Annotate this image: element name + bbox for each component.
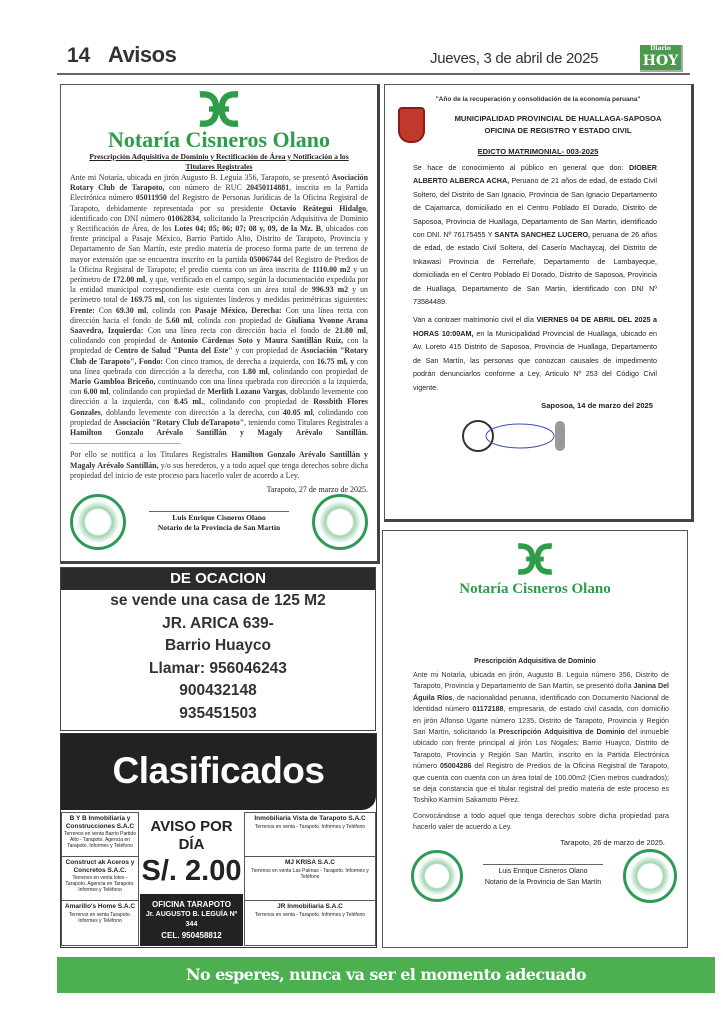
page-number: 14 (67, 44, 91, 67)
classifieds-right-column (244, 812, 376, 946)
logo-top-text: Diario (650, 45, 671, 52)
text: , doblando levemente con dirección a la izquierda, con (70, 387, 368, 407)
entry-name: B Y B Inmobiliaria y Construcciones S.A.C (65, 815, 135, 830)
notice-body (70, 173, 368, 483)
sale-ad-line: JR. ARICA 639- (162, 614, 274, 632)
bold-text: 20450114881 (246, 183, 290, 193)
text: del Registro de Predios de la Oficina Registral de Tarapoto; el predio cuenta con un área inscrita de (70, 254, 368, 274)
municipal-crest-icon (398, 107, 425, 143)
text: del Registro de Predios de la Oficina Registral de Tarapoto, que cuenta con cuenta con un área total de 100.00m2 (Cien metros cuadrados); se deja constancia que el titular registral del predio materia de este proceso es Toshiko Karmim Sakamoto Pérez. (413, 762, 669, 805)
ad-per-day-label: AVISO POR DÍA (150, 818, 233, 853)
bold-text: Octavio Reátegui Hidalgo (269, 203, 367, 213)
bold-text: Mario Gambloa Briceño, (70, 377, 156, 387)
classified-entry (62, 857, 138, 901)
text: Peruano de 21 años de edad, de estado Civil Soltero, del Distrito de San Ignacio, Provincia de San Ignacio Departamento de Cajamarca, domiciliado en el Centro Poblado El Dorado, Distrito de Saposoa, Provincia de Huallaga, Departamento de San Martin, identificado con DNI. Nº 76175455 Y (413, 176, 657, 240)
sale-ad-heading: DE OCACION (61, 568, 375, 590)
paragraph (70, 173, 368, 448)
anniversary-seal-icon (70, 494, 126, 550)
notary-logo-icon (515, 541, 555, 577)
text: Con (94, 305, 116, 315)
notary-notice-rotary (60, 84, 380, 564)
entry-name: MJ KRISA S.A.C (285, 859, 335, 866)
text: del inmueble ubicado con frente principal al jirón Los Nogales; Barrio Huayco, Distrito de Tarapoto, Provincia y Región San Martín, inscrito en la Partida Electrónica número (413, 728, 669, 771)
notary-seal-icon (623, 849, 677, 903)
bold-text: 172.00 ml (112, 275, 146, 285)
signer-name: Luis Enrique Cisneros Olano (172, 513, 266, 523)
notary-notice-aguila (382, 530, 688, 948)
text: Van a contraer matrimonio civil el día (413, 315, 537, 325)
signature-row (70, 494, 368, 550)
bold-text: 01062834 (167, 213, 200, 223)
signature-row (383, 847, 687, 903)
bold-text: Frente: (70, 305, 95, 315)
entry-name: Amarillo's Home S.A.C (64, 903, 136, 910)
bold-text: 69.30 ml (115, 305, 147, 315)
text: , colindando con propiedad de (70, 407, 368, 427)
footer-slogan-banner (57, 957, 715, 993)
classified-entry (62, 813, 138, 857)
sale-ad-line: se vende una casa de 125 M2 (110, 592, 326, 609)
bold-text: Centro de Salud "Punta del Este" (114, 346, 233, 356)
bold-text: Merlith Lozano Vargas (207, 387, 286, 397)
signer-title: Notario de la Provincia de San Martín (484, 878, 602, 886)
section-title: Avisos (108, 42, 177, 67)
entry-text: Terrenos en venta lotes - Tarapoto. Agencia en Tarapoto. Informes y Teléfono (65, 875, 135, 893)
paragraph (413, 313, 657, 393)
entry-name: Inmobiliaria Vista de Tarapoto S.A.C (254, 815, 366, 822)
bold-text: 6.00 ml (83, 387, 109, 397)
entry-text: Terrenos en venta Tarapoto. Informes y Teléfono (68, 911, 132, 924)
edict-body (413, 161, 657, 399)
sale-ad-phone: 900432148 (179, 682, 257, 700)
anniversary-seal-icon (411, 850, 463, 902)
entry-name: Construct ak Aceros y Concretos S.A.C. (65, 859, 135, 874)
notary-seal-icon (312, 494, 368, 550)
text: y un perímetro total de (70, 285, 369, 305)
signature-block (483, 864, 603, 888)
bold-text: 01172188 (472, 705, 504, 714)
office-address: Jr. AUGUSTO B. LEGUÍA Nº 344 (145, 911, 238, 928)
sale-ad (60, 567, 376, 731)
text: , empresaria, de estado civil casada, con domicilio en jirón Alfonso Ugarte número 1235, Distrito de Tarapoto, Provincia y Región San Martín, solicitando la (413, 705, 669, 737)
marriage-edict (384, 84, 694, 522)
entry-text: Terrenos en venta Las Palmas - Tarapoto. Informes y Teléfono (251, 867, 369, 880)
bold-text: 16.75 ml, y (316, 356, 355, 366)
text: y un perímetro de (70, 264, 368, 285)
ad-pricing (140, 812, 243, 946)
bold-text: 05011950 (135, 193, 167, 203)
bold-text: 996.93 m2 (311, 285, 349, 295)
text: , solicitando la Prescripción Adquisitiva de Dominio y Rectificación de Área, de los (70, 213, 368, 234)
paragraph (413, 161, 657, 308)
signer-title: Notario de la Provincia de San Martín (157, 523, 281, 533)
text: , con los siguientes linderos y medidas perimétricas siguientes: (163, 295, 368, 305)
text: —————————————— (70, 438, 181, 448)
bold-text: Hamilton Gonzalo Arévalo Santillán y Magaly Arévalo Santillán. (70, 428, 368, 438)
classified-entry (245, 901, 375, 945)
text: , colinda con propiedad de (191, 315, 286, 325)
bold-text: Asociación Rotary Club de Tarapoto, (70, 173, 368, 193)
sale-ad-phone: 935451503 (179, 704, 257, 722)
paragraph (70, 450, 368, 481)
text: Convocándose a todo aquel que tenga derechos sobre dicha propiedad para hacerlo valer de acuerdo a Ley. (413, 811, 669, 832)
sale-ad-phone: Llamar: 956046243 (149, 659, 287, 677)
entry-text: Terrenos en venta - Tarapoto. Informes y Teléfono (254, 911, 366, 918)
bold-text: 05006744 (249, 254, 281, 264)
year-motto: "Año de la recuperación y consolidación de la economía peruana" (435, 96, 641, 103)
signer-name: Luis Enrique Cisneros Olano (498, 867, 588, 875)
classified-entry (245, 813, 375, 857)
text: , colindando con propiedad de (203, 397, 314, 407)
bold-text: Pasaje México, Derecha: (194, 305, 282, 315)
text: , teniendo como Titulares Registrales a (244, 417, 368, 427)
text: , inscrita en la Partida Electrónica número (70, 183, 368, 203)
bold-text: Rossbith Flores Gonzales (70, 397, 368, 417)
text: Se hace de conocimiento al público en general que don: (413, 163, 630, 172)
entry-text: Terrenos en venta - Tarapoto. Informes y Teléfono (254, 823, 366, 830)
footer-slogan: No esperes, nunca va ser el momento adecuado (186, 965, 586, 984)
bold-text: 169.75 ml (130, 295, 164, 305)
bold-text: Asociación "Rotary Club de Tarapoto", Fondo: (70, 346, 368, 366)
bold-text: Giuliana Yvonne Arana Saavedra, Izquierda: (70, 315, 369, 336)
classifieds-title: Clasificados (61, 734, 376, 810)
bold-text: Asociación "Rotary Club deTarapoto" (113, 417, 245, 427)
text: , colindando con propiedad de (70, 326, 368, 346)
classified-entry (62, 901, 138, 945)
header-rule (57, 73, 690, 75)
signature-block (149, 511, 289, 533)
place-date: Saposoa, 14 de marzo del 2025 (541, 400, 653, 410)
bold-text: SANTA SANCHEZ LUCERO, (494, 230, 591, 240)
notice-body (413, 670, 669, 838)
bold-text: Prescripción Adquisitiva de Dominio (498, 728, 625, 737)
text: Con cinco tramos, de derecha a izquierda, con (163, 356, 317, 366)
bold-text: Janina Del Águila Ríos (413, 682, 669, 702)
institution-name: MUNICIPALIDAD PROVINCIAL DE HUALLAGA-SAPOSOA (454, 114, 662, 123)
sale-ad-line: Barrio Huayco (165, 637, 271, 655)
text: y/o sus herederos, y a todo aquel que tenga derechos sobre dicha propiedad del inicio de este proceso para hacerlo valer de acuerdo a Ley. (70, 460, 368, 480)
notice-title: Prescripción Adquisitiva de Dominio y Rectificación de Área y Notificación a los Titulares Registrales (89, 152, 349, 171)
text: , colinda con (146, 305, 195, 315)
ad-price: S/. 2.00 (141, 855, 242, 887)
text: con la propiedad de (70, 336, 369, 356)
entry-name: JR Inmobiliaria S.A.C (277, 903, 343, 910)
bold-text: 8.45 ml. (173, 397, 204, 407)
text: Con una línea recta con dirección hacia el fondo de (143, 326, 336, 336)
office-name: OFICINA DE REGISTRO Y ESTADO CIVIL (484, 126, 632, 135)
place-date: Tarapoto, 27 de marzo de 2025. (266, 485, 368, 495)
text: con una línea quebrada con dirección a la derecha, con (70, 356, 368, 376)
text: Ante mi Notaría, ubicada en jirón, Augusto B. Leguía número 356, Distrito de Tarapoto, Provincia y Departamento de San Martín, se presentó doña (413, 671, 669, 691)
bold-text: 05004286 (439, 762, 472, 771)
text: en la Municipalidad Provincial de Huallaga, ubicado en Av. Loreto 415 Distrito de Saposoa, Provincia de Huallaga, Departamento de San Martín, las personas que conozcan causales de impedimento podrán denunciarlos conforme a Ley, Articulo Nº 253 del Código Civil vigente. (413, 328, 657, 392)
office-phone: CEL. 950458812 (161, 931, 222, 940)
bold-text: Lotes 04; 05; 06; 07; 08 y, 09, de la Mz. B (174, 224, 321, 234)
logo-main-text: HOY (642, 53, 679, 69)
text: , colindando con propiedad de (108, 387, 208, 397)
entry-text: Terrenos en venta Barrio Partido Alto - Tarapoto. Agencia en Tarapoto. Informes y Teléfono (64, 831, 136, 849)
text: Con una línea recta con dirección hacia el fondo de (70, 305, 368, 325)
text: , colindando con propiedad de (267, 366, 369, 376)
bold-text: 21.80 ml (335, 326, 366, 336)
office-name: OFICINA TARAPOTO (152, 900, 231, 909)
place-date: Tarapoto, 26 de marzo de 2025. (560, 837, 665, 847)
edict-header (398, 107, 691, 143)
edict-title: EDICTO MATRIMONIAL- 003-2025 (477, 147, 599, 156)
text: y con propiedad de (232, 346, 301, 356)
text: continuando con una línea quebrada con dirección a la izquierda, con (70, 377, 369, 397)
classifieds-left-column (61, 812, 139, 946)
notary-brand: Notaría Cisneros Olano (107, 127, 331, 152)
text: , de nacionalidad peruana, identificado con Documento Nacional de Identidad número (413, 693, 669, 714)
paragraph (413, 670, 669, 807)
text: del Registro de Personas Jurídicas de la Oficina Registral de Tarapoto, debidamente representada por su presidente (70, 193, 368, 213)
issue-date: Jueves, 3 de abril de 2025 (430, 50, 599, 67)
text: , identificado con DNI número (70, 203, 369, 223)
bold-text: Hamilton Gonzalo Arévalo Santillán y Magaly Arévalo Santillán, (70, 450, 368, 470)
institution-heading (425, 113, 691, 137)
text: Por ello se notifica a los Titulares Registrales (70, 450, 232, 460)
office-info (140, 894, 243, 946)
notary-brand: Notaría Cisneros Olano (459, 581, 611, 597)
registrar-stamp-signature-icon (460, 416, 570, 456)
bold-text: VIERNES 04 DE ABRIL DEL 2025 a HORAS 10:00AM, (413, 315, 657, 338)
bold-text: 1110.00 m2 (312, 264, 351, 274)
bold-text: 40.05 ml (282, 407, 313, 417)
classifieds-section (60, 733, 377, 948)
bold-text: DIOBER ALBERTO ALBERCA ACHA, (413, 163, 657, 186)
text: Ante mi Notaría, ubicada en jirón Augusto B. Leguía 356, Tarapoto, se presentó (70, 173, 332, 182)
text: , doblando levemente con dirección a la derecha, con (100, 407, 283, 417)
text: , ubicados con frente principal a Pasaje México, Barrio Partido Alto, Distrito de Tarapoto, Provincia y Departamento de San Martín, este predio materia de proceso forma parte de un terreno de mayor extensión que se encuentra inscrito en la partida (70, 224, 368, 264)
notary-logo-icon (196, 89, 242, 129)
paragraph (413, 811, 669, 834)
newspaper-logo (640, 45, 683, 72)
text: con número de RUC (164, 183, 247, 193)
notice-title: Prescripción Adquisitiva de Dominio (474, 658, 596, 665)
classified-entry (245, 857, 375, 901)
bold-text: 1.80 ml (242, 366, 268, 376)
bold-text: Antonio Cárdenas Soto y Maura Santillán Ruiz, (170, 336, 344, 346)
bold-text: 5.60 ml (165, 315, 192, 325)
text: peruana de 26 años de edad, de estado Civil Soltera, del Caserío Machaycaj, del Distrito de Inkawasi Provincia de Ferreñafe, Departamento de Lambayeque, domiciliada en el Centro Poblado El Dorado, Distrito de Saposoa, Provincia de Huallaga, Departamento de San Martin, identificado con DNI Nº 73584489. (413, 230, 657, 307)
text: , y que, verificado en el campo, según la documentación expedida por la entidad municipal correspondiente este cuenta con un área total de (70, 275, 368, 295)
